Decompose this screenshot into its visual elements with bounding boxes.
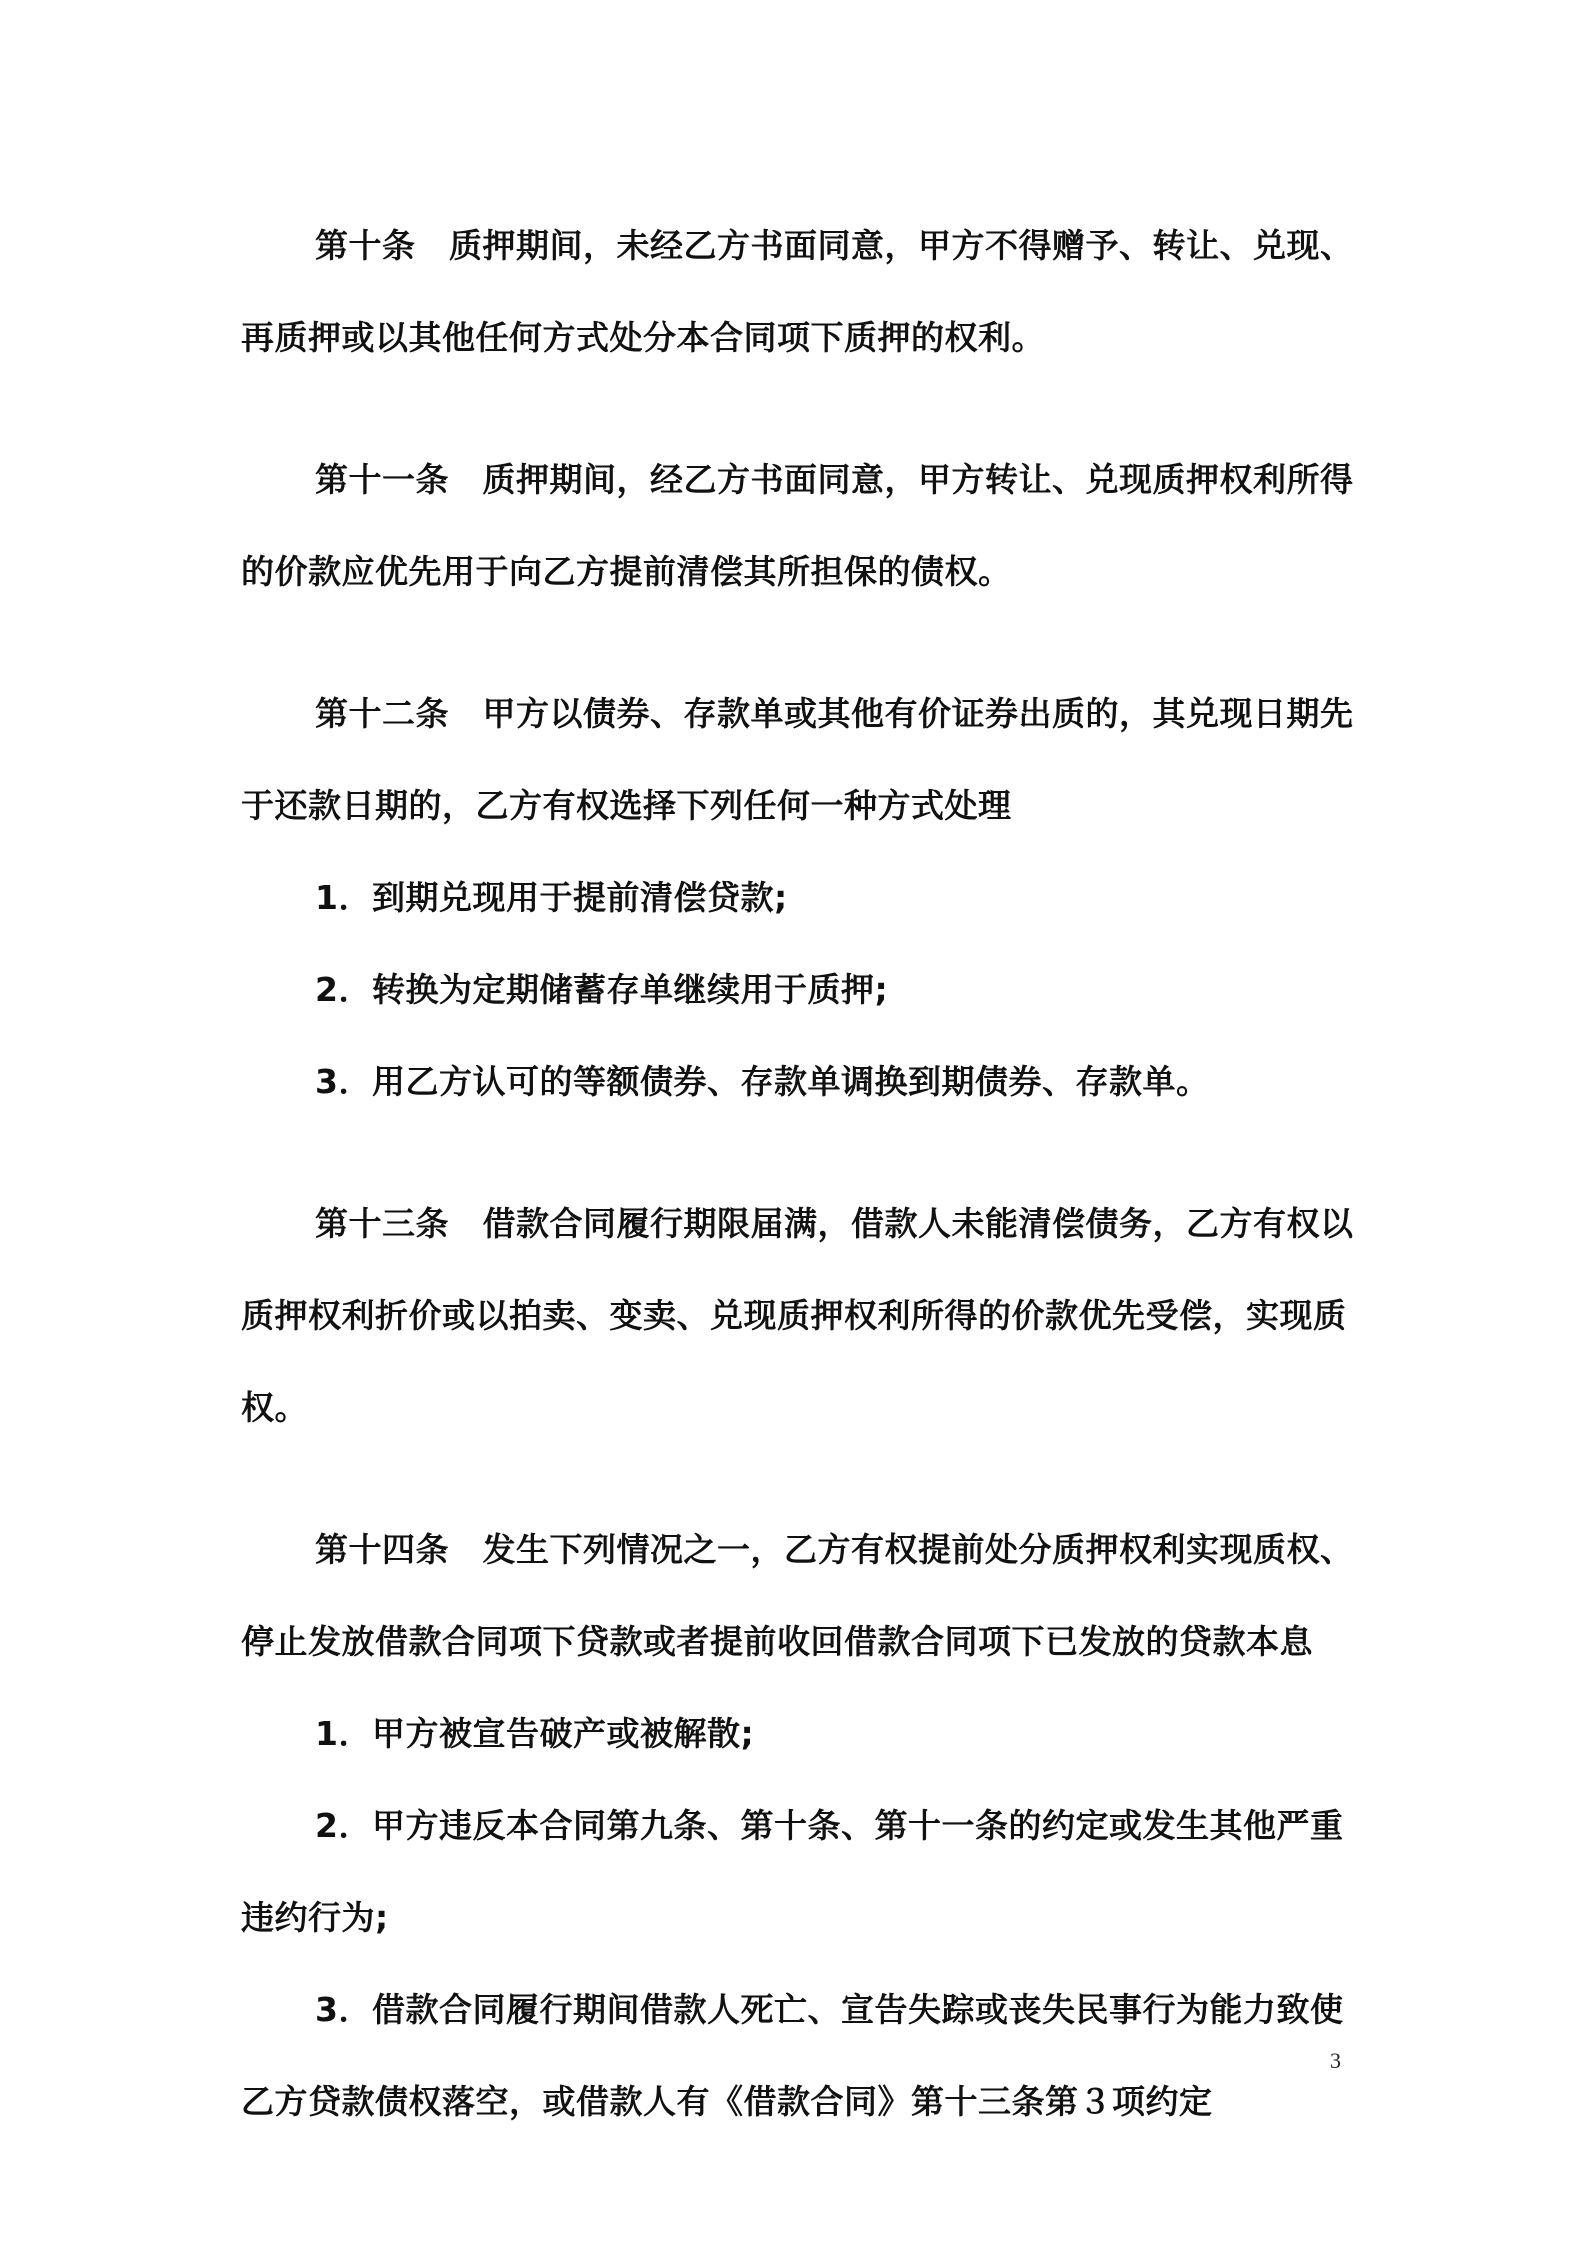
article-14-item-3: 3．借款合同履行期间借款人死亡、宣告失踪或丧失民事行为能力致使乙方贷款债权落空，或借款人有《借款合同》第十三条第３项约定 bbox=[241, 1990, 1344, 2121]
article-11: 第十一条 质押期间，经乙方书面同意，甲方转让、兑现质押权利所得的价款应优先用于向乙方提前清偿其所担保的债权。 bbox=[241, 460, 1354, 591]
article-13: 第十三条 借款合同履行期限届满，借款人未能清偿债务，乙方有权以质押权利折价或以拍卖、变卖、兑现质押权利所得的价款优先受偿，实现质权。 bbox=[241, 1204, 1354, 1427]
article-12-item-2: 2．转换为定期储蓄存单继续用于质押; bbox=[315, 970, 889, 1009]
article-14-item-1: 1．甲方被宣告破产或被解散; bbox=[315, 1714, 755, 1753]
article-12-item-1: 1．到期兑现用于提前清偿贷款; bbox=[315, 878, 788, 917]
article-14: 第十四条 发生下列情况之一，乙方有权提前处分质押权利实现质权、停止发放借款合同项下贷款或者提前收回借款合同项下已发放的贷款本息 bbox=[241, 1530, 1354, 1661]
article-14-item-2: 2．甲方违反本合同第九条、第十条、第十一条的约定或发生其他严重违约行为; bbox=[241, 1806, 1344, 1937]
page-number: 3 bbox=[1330, 2048, 1341, 2073]
document-body bbox=[241, 200, 1366, 2148]
article-10: 第十条 质押期间，未经乙方书面同意，甲方不得赠予、转让、兑现、再质押或以其他任何方式处分本合同项下质押的权利。 bbox=[241, 226, 1354, 357]
article-12: 第十二条 甲方以债券、存款单或其他有价证券出质的，其兑现日期先于还款日期的，乙方有权选择下列任何一种方式处理 bbox=[241, 694, 1354, 825]
article-12-item-3: 3．用乙方认可的等额债券、存款单调换到期债券、存款单。 bbox=[315, 1062, 1210, 1101]
